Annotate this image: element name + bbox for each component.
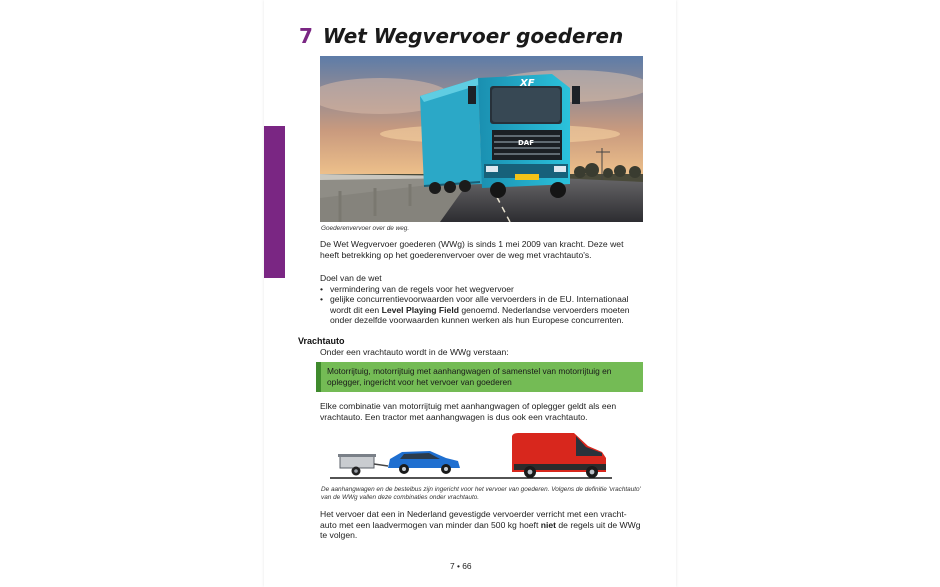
vehicles-illustration bbox=[330, 430, 612, 482]
doel-bullet-1 bbox=[320, 284, 642, 295]
red-van-icon bbox=[512, 433, 606, 478]
grille-label: DAF bbox=[518, 139, 535, 147]
truck-photo bbox=[320, 56, 643, 222]
final-paragraph-end: de regels uit de WWg te volgen. bbox=[320, 519, 641, 541]
definition-box bbox=[316, 362, 643, 392]
vehicles-illustration-image bbox=[330, 430, 612, 482]
final-paragraph bbox=[320, 509, 642, 541]
truck-photo-image bbox=[320, 56, 643, 222]
chapter-title bbox=[299, 22, 623, 50]
definition-text: Motorrijtuig, motorrijtuig met aanhangwagen of samenstel van motorrijtuig en oplegger, ingericht voor het vervoer van goederen bbox=[327, 366, 612, 387]
chapter-side-tab bbox=[264, 126, 285, 278]
doel-list bbox=[320, 284, 642, 326]
doel-heading: Doel van de wet bbox=[320, 273, 382, 283]
doel-bullet-2-text-start: gelijke concurrentievoorwaarden voor alle vervoerders in de EU. Internationaal wordt dit een bbox=[330, 294, 629, 315]
final-paragraph-start: Het vervoer dat een in Nederland gevestigde vervoerder verricht met een vracht-auto met een laadvermogen van minder dan 500 kg hoeft bbox=[320, 509, 627, 530]
photo-caption: Goederenvervoer over de weg. bbox=[321, 225, 410, 232]
combination-paragraph: Elke combinatie van motorrijtuig met aanhangwagen of oplegger geldt als een vrachtauto. Een tractor met aanhangwagen is dus ook een vrachtauto. bbox=[320, 401, 617, 422]
chapter-title-text: Wet Wegvervoer goederen bbox=[322, 24, 624, 48]
intro-paragraph: De Wet Wegvervoer goederen (WWg) is sinds 1 mei 2009 van kracht. Deze wet heeft betrekking op het goederenvervoer over de weg met vrachtauto's. bbox=[320, 239, 624, 260]
doel-section bbox=[320, 273, 642, 326]
illustration-caption: De aanhangwagen en de bestelbus zijn ingericht voor het vervoer van goederen. Volgens de definitie 'vrachtauto' van de WWg vallen deze combinaties onder vrachtauto. bbox=[321, 486, 641, 501]
doel-bullet-1-text: vermindering van de regels voor het wegvervoer bbox=[330, 283, 514, 294]
cab-label: XF bbox=[520, 78, 535, 89]
vrachtauto-intro: Onder een vrachtauto wordt in de WWg verstaan: bbox=[320, 347, 509, 357]
blue-car-icon bbox=[388, 451, 460, 474]
chapter-number: 7 bbox=[299, 24, 313, 48]
page-number: 7 • 66 bbox=[450, 561, 472, 571]
doel-bullet-2-text-end: genoemd. Nederlandse vervoerders moeten onder dezelfde voorwaarden kunnen werken als hun Europese concurrenten. bbox=[330, 304, 630, 326]
doel-bullet-2 bbox=[320, 294, 642, 326]
level-playing-field-term: Level Playing Field bbox=[381, 304, 459, 315]
trailer-icon bbox=[338, 454, 388, 476]
final-paragraph-emphasis: niet bbox=[540, 519, 556, 530]
vrachtauto-heading: Vrachtauto bbox=[298, 336, 345, 346]
